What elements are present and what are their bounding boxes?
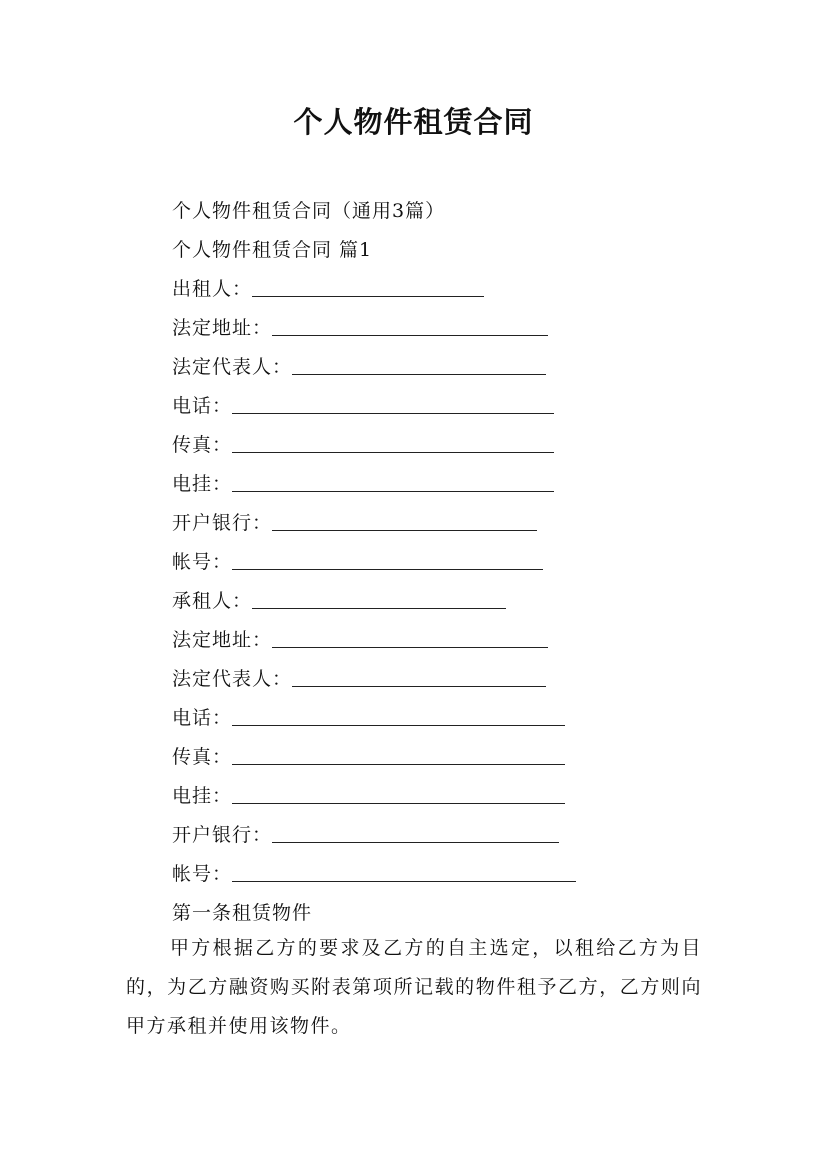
fill-in-blank bbox=[232, 863, 576, 882]
field-lessee-cable bbox=[172, 783, 565, 809]
document-title: 个人物件租赁合同 bbox=[293, 105, 534, 139]
fill-in-blank bbox=[232, 707, 565, 726]
field-lessee-bank bbox=[172, 822, 559, 848]
fill-in-blank bbox=[272, 512, 537, 531]
fill-in-blank bbox=[252, 278, 484, 297]
field-label: 电话： bbox=[172, 395, 233, 417]
field-label: 法定代表人： bbox=[172, 668, 293, 690]
field-label: 法定代表人： bbox=[172, 356, 293, 378]
field-lessor bbox=[172, 276, 484, 302]
field-lessee-account bbox=[172, 861, 576, 887]
fill-in-blank bbox=[232, 551, 543, 570]
field-label: 电挂： bbox=[172, 473, 233, 495]
field-label: 电挂： bbox=[172, 785, 233, 807]
field-lessee-fax bbox=[172, 744, 565, 770]
fill-in-blank bbox=[232, 434, 554, 453]
fill-in-blank bbox=[292, 356, 546, 375]
field-label: 承租人： bbox=[172, 590, 253, 612]
field-lessor-bank bbox=[172, 510, 537, 536]
field-lessee bbox=[172, 588, 506, 614]
fill-in-blank bbox=[232, 785, 565, 804]
field-label: 开户银行： bbox=[172, 824, 273, 846]
fill-in-blank bbox=[232, 395, 554, 414]
field-lessor-fax bbox=[172, 432, 554, 458]
field-lessor-representative bbox=[172, 354, 546, 380]
field-lessee-address bbox=[172, 627, 548, 653]
section-heading: 个人物件租赁合同 篇1 bbox=[172, 239, 373, 261]
fill-in-blank bbox=[252, 590, 506, 609]
fill-in-blank bbox=[292, 668, 546, 687]
field-lessor-cable bbox=[172, 471, 554, 497]
field-lessee-phone bbox=[172, 705, 565, 731]
field-label: 出租人： bbox=[172, 278, 253, 300]
field-label: 电话： bbox=[172, 707, 233, 729]
field-label: 传真： bbox=[172, 746, 233, 768]
article-heading: 第一条租赁物件 bbox=[172, 902, 313, 924]
fill-in-blank bbox=[232, 746, 565, 765]
field-lessee-representative bbox=[172, 666, 546, 692]
fill-in-blank bbox=[232, 473, 554, 492]
fill-in-blank bbox=[272, 824, 559, 843]
field-lessor-account bbox=[172, 549, 543, 575]
field-label: 帐号： bbox=[172, 863, 233, 885]
field-label: 传真： bbox=[172, 434, 233, 456]
field-lessor-phone bbox=[172, 393, 554, 419]
field-label: 法定地址： bbox=[172, 629, 273, 651]
field-label: 开户银行： bbox=[172, 512, 273, 534]
fill-in-blank bbox=[272, 317, 548, 336]
field-label: 帐号： bbox=[172, 551, 233, 573]
fill-in-blank bbox=[272, 629, 548, 648]
field-label: 法定地址： bbox=[172, 317, 273, 339]
field-lessor-address bbox=[172, 315, 548, 341]
article-body: 甲方根据乙方的要求及乙方的自主选定，以租给乙方为目的，为乙方融资购买附表第项所记载的物件租予乙方，乙方则向甲方承租并使用该物件。 bbox=[126, 937, 702, 1037]
document-subtitle: 个人物件租赁合同（通用3篇） bbox=[172, 200, 446, 222]
